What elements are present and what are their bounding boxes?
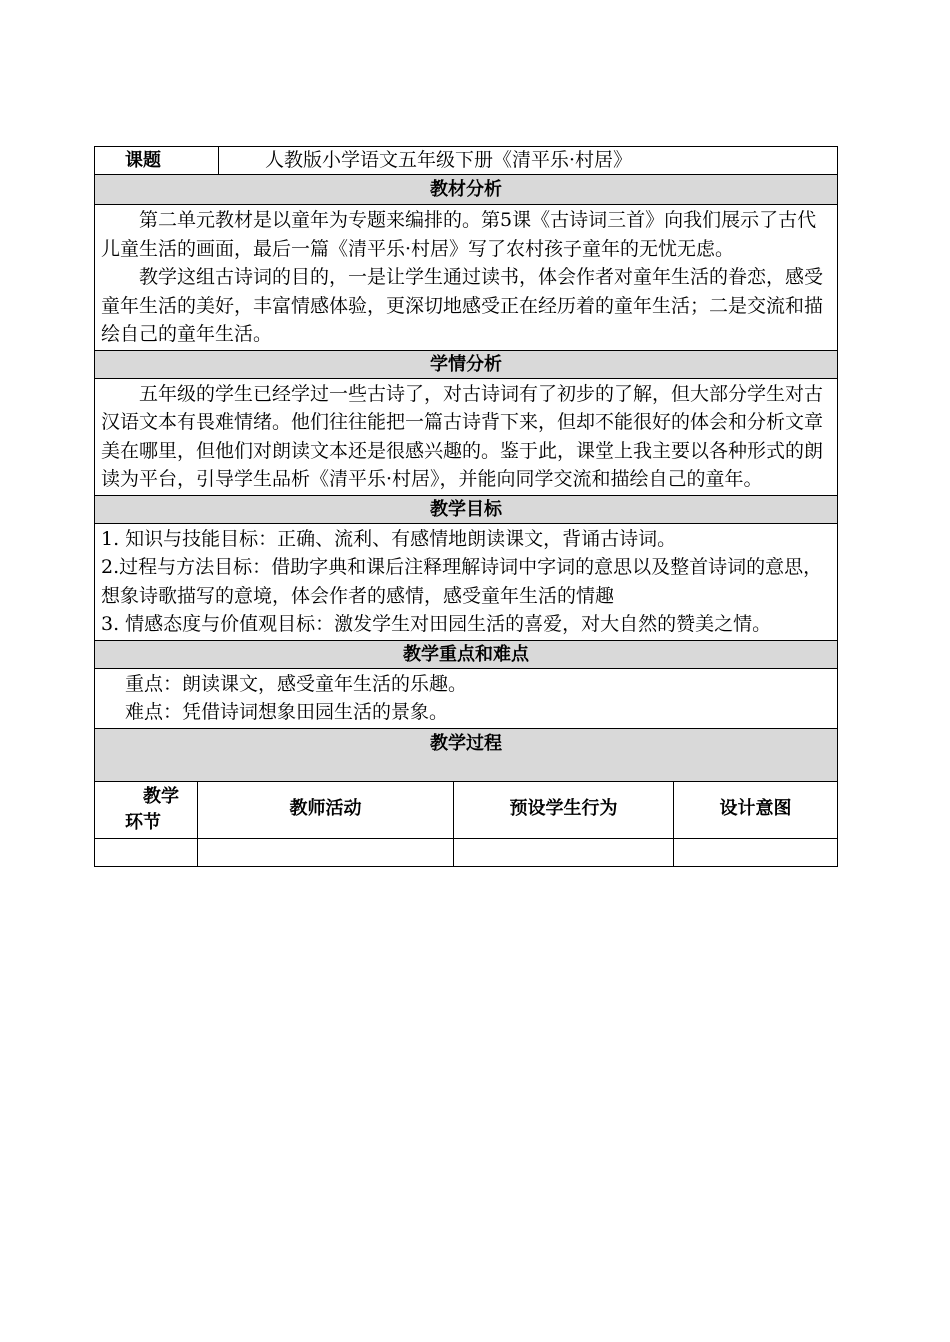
- goal-item: 3. 情感态度与价值观目标：激发学生对田园生活的喜爱，对大自然的赞美之情。: [101, 613, 772, 635]
- student-analysis-heading: 学情分析: [95, 350, 838, 378]
- key-points-body: [95, 668, 838, 728]
- student-analysis-paragraph: 五年级的学生已经学过一些古诗了，对古诗词有了初步的了解，但大部分学生对古汉语文本有畏难情绪。他们往往能把一篇古诗背下来，但却不能很好的体会和分析文章美在哪里，但他们对朗读文本还是很感兴趣的。鉴于此，课堂上我主要以各种形式的朗读为平台，引导学生品析《清平乐·村居》，并能向同学交流和描绘自己的童年。: [101, 382, 824, 490]
- difficult-point-item: 难点：凭借诗词想象田园生活的景象。: [125, 701, 449, 723]
- process-cell: [198, 838, 454, 866]
- material-analysis-paragraph: 第二单元教材是以童年为专题来编排的。第5课《古诗词三首》向我们展示了古代儿童生活的画面，最后一篇《清平乐·村居》写了农村孩子童年的无忧无虑。: [101, 209, 817, 260]
- student-analysis-body: [95, 378, 838, 495]
- process-cell: [454, 838, 674, 866]
- topic-label: 课题: [95, 147, 219, 175]
- process-col-teacher: 教师活动: [198, 781, 454, 838]
- process-cell: [95, 838, 198, 866]
- process-cell: [674, 838, 838, 866]
- process-col-stage: [95, 781, 198, 838]
- process-col-stage-line1: 教学: [143, 785, 179, 807]
- process-heading: 教学过程: [95, 728, 838, 781]
- key-point-item: 重点：朗读课文，感受童年生活的乐趣。: [125, 672, 468, 695]
- topic-value: 人教版小学语文五年级下册《清平乐·村居》: [219, 147, 838, 175]
- goal-item: 2.过程与方法目标：借助字典和课后注释理解诗词中字词的意思以及整首诗词的意思，想象诗歌描写的意境，体会作者的感情，感受童年生活的情趣: [101, 556, 823, 607]
- material-analysis-heading: 教材分析: [95, 175, 838, 205]
- goals-heading: 教学目标: [95, 495, 838, 523]
- key-points-heading: 教学重点和难点: [95, 640, 838, 668]
- process-col-stage-line2: 环节: [125, 811, 161, 833]
- process-col-intent: 设计意图: [674, 781, 838, 838]
- material-analysis-body: [95, 205, 838, 351]
- lesson-plan-table: [94, 146, 838, 867]
- lesson-plan-document: [94, 146, 837, 867]
- process-col-student: 预设学生行为: [454, 781, 674, 838]
- goal-item: 1. 知识与技能目标：正确、流利、有感情地朗读课文，背诵古诗词。: [101, 527, 677, 550]
- goals-body: [95, 523, 838, 640]
- material-analysis-paragraph: 教学这组古诗词的目的，一是让学生通过读书，体会作者对童年生活的眷恋，感受童年生活的美好，丰富情感体验，更深切地感受正在经历着的童年生活；二是交流和描绘自己的童年生活。: [101, 266, 824, 345]
